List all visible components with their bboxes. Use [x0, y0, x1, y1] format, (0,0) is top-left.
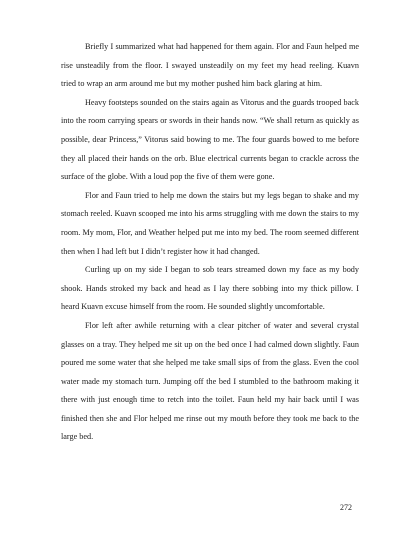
paragraph-3: Flor and Faun tried to help me down the stairs but my legs began to shake and my stomach reeled. Kuavn scooped me into his arms struggling with me down the stairs to my room. My mom, Flor, and Weather helped put me into my bed. The room seemed different then when I had left but I didn’t register how it had changed. [61, 190, 359, 256]
body-text [61, 38, 359, 447]
paragraph-4: Curling up on my side I began to sob tears streamed down my face as my body shook. Hands stroked my back and head as I lay there sobbing into my thick pillow. I heard Kuavn excuse himself from the room. He sounded slightly uncomfortable. [61, 265, 359, 312]
paragraph-1: Briefly I summarized what had happened for them again. Flor and Faun helped me rise unsteadily from the floor. I swayed unsteadily on my feet my head reeling. Kuavn tried to wrap an arm around me but my mother pushed him back glaring at him. [61, 42, 359, 89]
page-number: 272 [340, 503, 352, 512]
paragraph-2: Heavy footsteps sounded on the stairs again as Vitorus and the guards trooped back into the room carrying spears or swords in their hands now. “We shall return as quickly as possible, dear Princess,” Vitorus said bowing to me. The four guards bowed to me before they all placed their hands on the orb. Blue electrical currents began to crackle across the surface of the globe. With a loud pop the five of them were gone. [61, 97, 359, 182]
paragraph-5: Flor left after awhile returning with a clear pitcher of water and several crystal glasses on a tray. They helped me sit up on the bed once I had calmed down slightly. Faun poured me some water that she helped me take small sips of from the glass. Even the cool water made my stomach turn. Jumping off the bed I stumbled to the bathroom making it there with just enough time to retch into the toilet. Faun held my hair back until I was finished then she and Flor helped me rinse out my mouth before they took me back to the large bed. [61, 320, 359, 442]
